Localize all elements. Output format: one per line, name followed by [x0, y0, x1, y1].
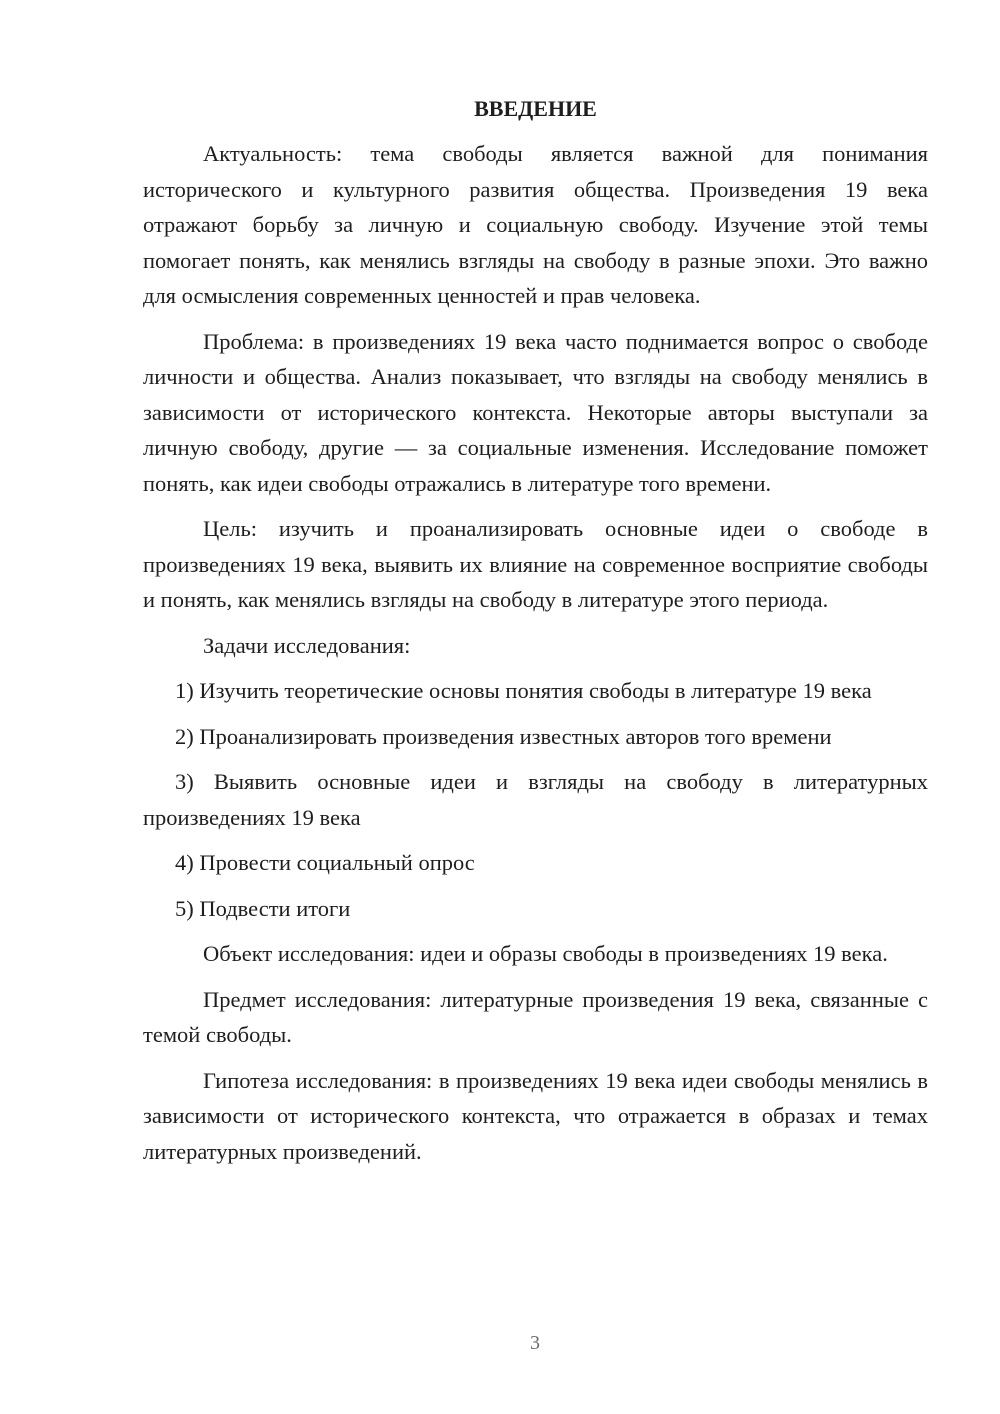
task-item: 5) Подвести итоги	[175, 895, 351, 921]
subject-paragraph: Предмет исследования: литературные произведения 19 века, связанные с темой свободы.	[143, 986, 928, 1047]
task-item: 2) Проанализировать произведения известных авторов того времени	[175, 723, 832, 749]
task-item: 1) Изучить теоретические основы понятия свободы в литературе 19 века	[175, 678, 872, 703]
relevance-paragraph: Актуальность: тема свободы является важной для понимания исторического и культурного развития общества. Произведения 19 века отражают борьбу за личную и социальную свободу. Изучение этой темы помогает понять, как менялись взгляды на свободу в разные эпохи. Это важно для осмысления современных ценностей и прав человека.	[143, 141, 928, 308]
tasks-heading: Задачи исследования:	[203, 632, 411, 658]
task-item: 3) Выявить основные идеи и взгляды на свободу в литературных произведениях 19 века	[143, 769, 928, 830]
object-paragraph: Объект исследования: идеи и образы свободы в произведениях 19 века.	[203, 941, 888, 966]
page-title: ВВЕДЕНИЕ	[474, 96, 597, 121]
hypothesis-paragraph: Гипотеза исследования: в произведениях 19 века идеи свободы менялись в зависимости от исторического контекста, что отражается в образах и темах литературных произведений.	[143, 1067, 928, 1164]
task-item: 4) Провести социальный опрос	[175, 850, 475, 875]
page-number: 3	[530, 1332, 540, 1354]
document-body	[143, 90, 928, 1179]
goal-paragraph: Цель: изучить и проанализировать основные идеи о свободе в произведениях 19 века, выявить их влияние на современное восприятие свободы и понять, как менялись взгляды на свободу в литературе этого периода.	[143, 516, 928, 612]
problem-paragraph: Проблема: в произведениях 19 века часто поднимается вопрос о свободе личности и общества. Анализ показывает, что взгляды на свободу менялись в зависимости от исторического контекста. Некоторые авторы выступали за личную свободу, другие — за социальные изменения. Исследование поможет понять, как идеи свободы отражались в литературе того времени.	[143, 328, 928, 496]
